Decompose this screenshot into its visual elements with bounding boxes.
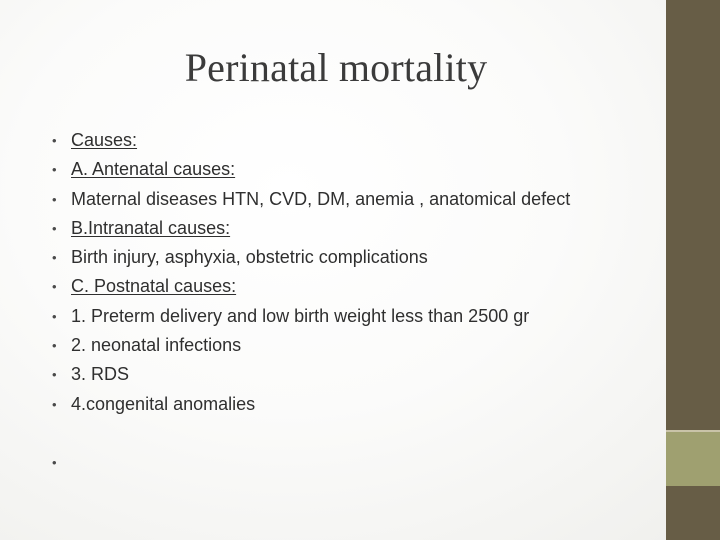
bullet-item xyxy=(52,272,570,301)
bullet-dot: • xyxy=(52,250,57,266)
bullet-item xyxy=(52,360,570,389)
band-accent-block xyxy=(666,432,720,486)
bullet-text: Causes: xyxy=(71,130,138,150)
bullet-dot: • xyxy=(52,338,57,354)
bullet-dot: • xyxy=(52,396,57,412)
bullet-text: 3. RDS xyxy=(71,364,130,385)
bullet-item-empty xyxy=(52,448,570,477)
slide-title: Perinatal mortality xyxy=(184,45,488,90)
bullet-text: 4.congenital anomalies xyxy=(71,393,256,414)
bullet-dot: • xyxy=(52,367,57,383)
bullet-item xyxy=(52,302,570,331)
bullet-item xyxy=(52,214,570,243)
bullet-dot: • xyxy=(52,279,57,295)
bullet-text: 2. neonatal infections xyxy=(71,335,242,356)
bullet-text: Maternal diseases HTN, CVD, DM, anemia , anatomical defect xyxy=(71,188,571,209)
bullet-item xyxy=(52,185,570,214)
bullet-text: A. Antenatal causes: xyxy=(71,159,236,180)
bullet-dot: • xyxy=(52,162,57,178)
bullet-item xyxy=(52,126,570,155)
bullet-dot: • xyxy=(52,308,57,324)
bullet-item xyxy=(52,243,570,272)
bullet-item xyxy=(52,331,570,360)
bullet-dot: • xyxy=(52,191,57,207)
bullet-dot: • xyxy=(52,133,57,148)
bullet-list xyxy=(52,126,570,477)
bullet-dot: • xyxy=(52,454,57,470)
bullet-text: B.Intranatal causes: xyxy=(71,217,231,238)
bullet-item xyxy=(52,390,570,419)
bullet-item xyxy=(52,155,570,184)
bullet-dot: • xyxy=(52,220,57,236)
bullet-text: C. Postnatal causes: xyxy=(71,276,237,297)
bullet-text: Birth injury, asphyxia, obstetric complications xyxy=(71,247,428,268)
bullet-text: 1. Preterm delivery and low birth weight less than 2500 gr xyxy=(71,305,530,326)
